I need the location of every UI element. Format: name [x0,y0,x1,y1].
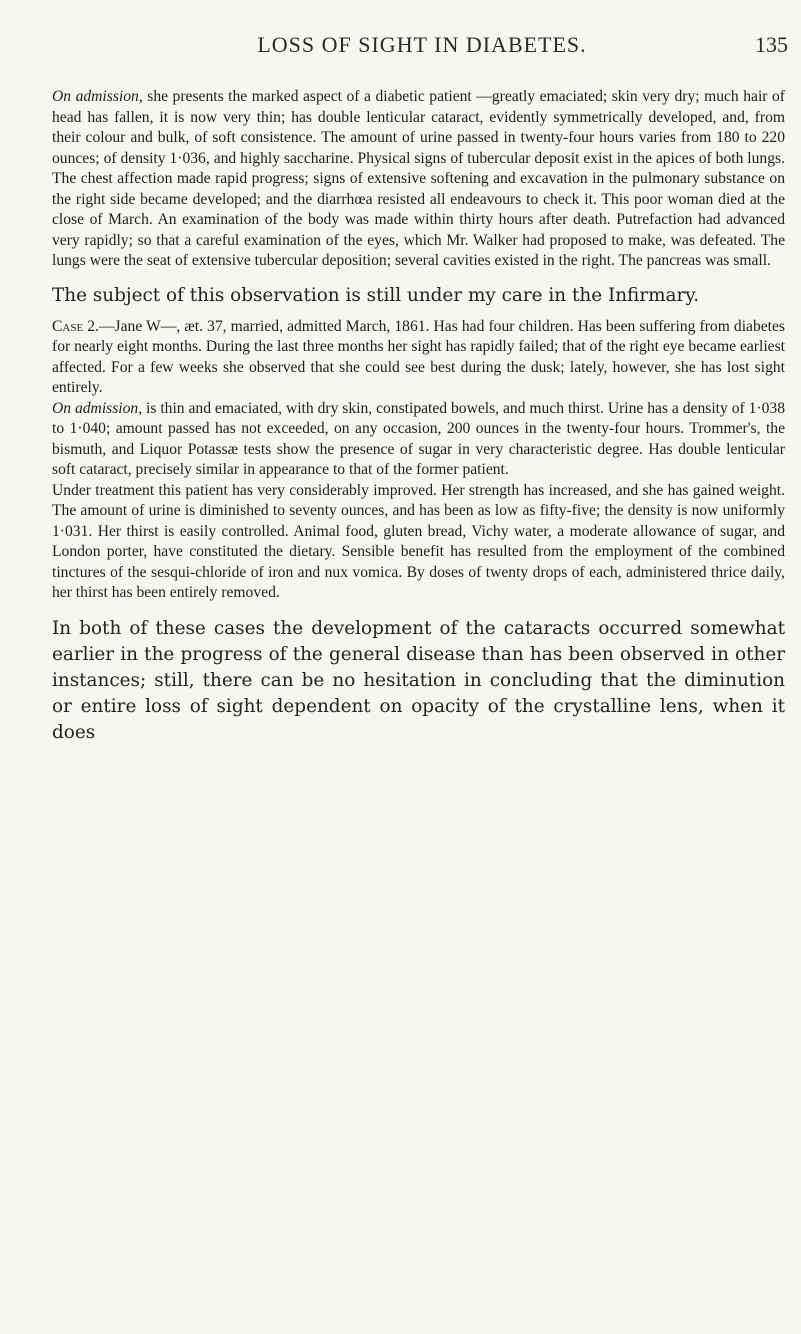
paragraph-text: —Jane W—, æt. 37, married, admitted March, 1861. Has had four children. Has been suffering from diabetes for nearly eight months. During the last three months her sight has rapidly failed; that of the right eye became earliest affected. For a few weeks she observed that she could see best during the dusk; lately, however, she has lost sight entirely. [52,317,785,396]
lead-italic: On admission, [52,399,143,417]
page-number: 135 [755,32,788,57]
paragraph-case-2 [52,317,785,399]
note-section [52,283,785,309]
paragraph-admission-case-1 [52,87,785,272]
paragraph-conclusion: In both of these cases the development of the cataracts occurred somewhat earlier in the progress of the general disease than has been observed in other instances; still, there can be no hesitation in concluding that the diminution or entire loss of sight dependent on opacity of the crystalline lens, when it does [52,617,785,743]
running-title: LOSS OF SIGHT IN DIABETES. [257,32,587,57]
paragraph-text: is thin and emaciated, with dry skin, constipated bowels, and much thirst. Urine has a density of 1·038 to 1·040; amount passed has not exceeded, on any occasion, 200 ounces in the twenty-four hours. Trommer's, the bismuth, and Liquor Potassæ tests show the presence of sugar in very characteristic degree. Has double lenticular soft cataract, precisely similar in appearance to that of the former patient. [52,399,785,478]
paragraph-treatment: Under treatment this patient has very considerably improved. Her strength has increased, and she has gained weight. The amount of urine is diminished to seventy ounces, and has been as low as fifty-five; the density is now uniformly 1·031. Her thirst is easily controlled. Animal food, gluten bread, Vichy water, a moderate allowance of sugar, and London porter, have constituted the dietary. Sensible benefit has resulted from the employment of the combined tinctures of the sesqui-chloride of iron and nux vomica. By doses of twenty drops of each, administered thrice daily, her thirst has been entirely removed. [52,481,785,601]
paragraph-observation-note: The subject of this observation is still under my care in the Infirmary. [52,284,700,306]
paragraph-admission-case-2 [52,399,785,481]
paragraph-text: she presents the marked aspect of a diabetic patient —greatly emaciated; skin very dry; much hair of head has fallen, it is now very thin; has double lenticular cataract, evidently symmetrically developed, and, from their colour and bulk, of soft consistence. The amount of urine passed in twenty-four hours varies from 180 to 220 ounces; of density 1·036, and highly saccharine. Physical signs of tubercular deposit exist in the apices of both lungs. The chest affection made rapid progress; signs of extensive softening and excavation in the pulmonary substance on the right side became developed; and the diarrhœa resisted all endeavours to check it. This poor woman died at the close of March. An examination of the body was made within thirty hours after death. Putrefaction had advanced very rapidly; so that a careful examination of the eyes, which Mr. Walker had proposed to make, was defeated. The lungs were the seat of extensive tubercular deposition; several cavities existed in the right. The pancreas was small. [52,88,786,269]
page-header [56,32,788,68]
case-2-section [52,317,785,604]
body-text [52,87,785,746]
case-heading: Case 2. [52,317,99,335]
case-1-section [52,87,785,272]
lead-italic: On admission, [52,88,143,105]
conclusion-section [52,616,785,746]
